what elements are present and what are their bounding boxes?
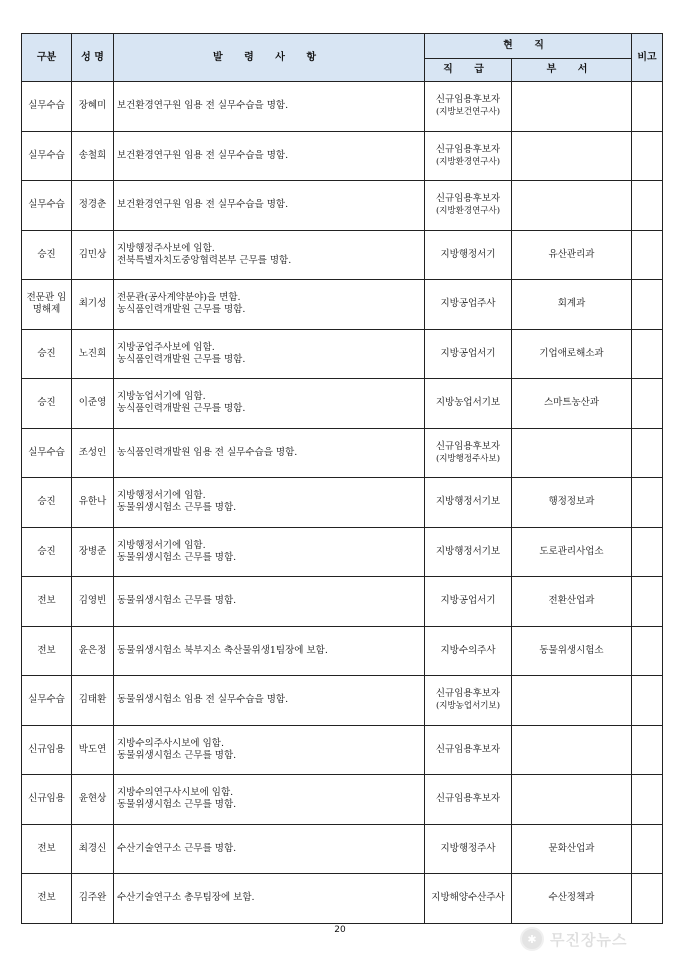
- row-department: 회계과: [512, 280, 632, 330]
- order-line: 보건환경연구원 임용 전 실무수습을 명함.: [117, 149, 289, 161]
- header-remarks: 비고: [632, 34, 663, 82]
- row-name: 유한나: [72, 478, 114, 528]
- row-order: [114, 775, 425, 825]
- row-order: [114, 874, 425, 924]
- order-line: 보건환경연구원 임용 전 실무수습을 명함.: [117, 199, 289, 211]
- order-line: 동물위생시험소 근무를 명함.: [117, 799, 237, 811]
- row-order: [114, 626, 425, 676]
- row-department: [512, 725, 632, 775]
- table-row: [22, 131, 663, 181]
- row-department: 스마트농산과: [512, 379, 632, 429]
- header-position: 직 급: [425, 59, 512, 82]
- table-row: [22, 775, 663, 825]
- row-category: 승진: [22, 478, 72, 528]
- position-grade: 지방공업서기: [440, 347, 496, 359]
- table-row: [22, 379, 663, 429]
- watermark-text: 무진장뉴스: [550, 930, 628, 949]
- order-line: 동물위생시험소 근무를 명함.: [117, 502, 237, 514]
- position-grade: 지방해양수산주사: [431, 892, 505, 904]
- table-row: [22, 874, 663, 924]
- row-name: 이준영: [72, 379, 114, 429]
- row-name: 송철희: [72, 131, 114, 181]
- table-row: [22, 824, 663, 874]
- table-row: [22, 626, 663, 676]
- row-name: 최기성: [72, 280, 114, 330]
- row-category: 승진: [22, 230, 72, 280]
- row-position: [425, 280, 512, 330]
- row-order: [114, 824, 425, 874]
- row-position: [425, 428, 512, 478]
- row-department: [512, 181, 632, 231]
- row-department: 기업애로해소과: [512, 329, 632, 379]
- row-remarks: [632, 676, 663, 726]
- position-detail: (지방농업서기보): [435, 701, 501, 712]
- row-order: [114, 82, 425, 132]
- watermark-logo: [520, 926, 672, 952]
- order-line: 동물위생시험소 근무를 명함.: [117, 749, 237, 761]
- row-category: 전보: [22, 874, 72, 924]
- row-position: [425, 131, 512, 181]
- row-name: 윤은정: [72, 626, 114, 676]
- header-order: 발 령 사 항: [114, 34, 425, 82]
- header-department: 부 서: [512, 59, 632, 82]
- order-line: 농식품인력개발원 근무를 명함.: [117, 403, 246, 415]
- row-category: 신규임용: [22, 725, 72, 775]
- table-row: [22, 82, 663, 132]
- order-line: 동물위생시험소 북부지소 축산물위생1팀장에 보함.: [117, 644, 328, 656]
- position-grade: 지방행정서기: [440, 248, 496, 260]
- row-position: [425, 478, 512, 528]
- position-grade: 지방농업서기보: [435, 397, 501, 409]
- order-line: 수산기술연구소 근무를 명함.: [117, 842, 237, 854]
- row-category: 실무수습: [22, 82, 72, 132]
- row-position: [425, 626, 512, 676]
- row-position: [425, 230, 512, 280]
- row-department: 수산정책과: [512, 874, 632, 924]
- row-position: [425, 379, 512, 429]
- row-category: 전문관 임명해제: [22, 280, 72, 330]
- order-line: 동물위생시험소 근무를 명함.: [117, 595, 237, 607]
- row-order: [114, 131, 425, 181]
- position-grade: 지방수의주사: [440, 644, 496, 656]
- row-name: 김민상: [72, 230, 114, 280]
- position-grade: 신규임용후보자: [435, 688, 501, 700]
- order-line: 농식품인력개발원 임용 전 실무수습을 명함.: [117, 446, 298, 458]
- row-name: 장병준: [72, 527, 114, 577]
- row-order: [114, 676, 425, 726]
- table-row: [22, 577, 663, 627]
- row-category: 실무수습: [22, 131, 72, 181]
- row-order: [114, 577, 425, 627]
- order-line: 지방행정서기에 임함.: [117, 539, 206, 551]
- table-row: [22, 428, 663, 478]
- row-department: [512, 775, 632, 825]
- table-row: [22, 527, 663, 577]
- row-order: [114, 725, 425, 775]
- position-grade: 신규임용후보자: [435, 793, 501, 805]
- row-department: 전환산업과: [512, 577, 632, 627]
- row-department: [512, 428, 632, 478]
- table-body: [22, 82, 663, 924]
- row-remarks: [632, 527, 663, 577]
- news-logo-icon: ✱: [520, 927, 544, 951]
- row-position: [425, 82, 512, 132]
- row-order: [114, 230, 425, 280]
- row-remarks: [632, 379, 663, 429]
- row-department: 유산관리과: [512, 230, 632, 280]
- row-position: [425, 329, 512, 379]
- row-department: [512, 131, 632, 181]
- row-order: [114, 280, 425, 330]
- order-line: 전북특별자치도중앙협력본부 근무를 명함.: [117, 254, 292, 266]
- position-detail: (지방행정주사보): [435, 453, 501, 464]
- table-row: [22, 181, 663, 231]
- row-order: [114, 527, 425, 577]
- row-department: 도로관리사업소: [512, 527, 632, 577]
- row-category: 승진: [22, 329, 72, 379]
- row-remarks: [632, 874, 663, 924]
- table-row: [22, 676, 663, 726]
- order-line: 보건환경연구원 임용 전 실무수습을 명함.: [117, 100, 289, 112]
- table-row: [22, 478, 663, 528]
- row-department: [512, 676, 632, 726]
- table-row: [22, 725, 663, 775]
- row-name: 김주완: [72, 874, 114, 924]
- order-line: 수산기술연구소 총무팀장에 보함.: [117, 892, 255, 904]
- position-detail: (지방환경연구사): [435, 156, 501, 167]
- row-remarks: [632, 329, 663, 379]
- row-remarks: [632, 577, 663, 627]
- row-order: [114, 428, 425, 478]
- row-remarks: [632, 280, 663, 330]
- order-line: 동물위생시험소 근무를 명함.: [117, 551, 237, 563]
- position-grade: 신규임용후보자: [435, 94, 501, 106]
- position-grade: 신규임용후보자: [435, 440, 501, 452]
- row-remarks: [632, 131, 663, 181]
- position-grade: 지방공업주사: [440, 298, 496, 310]
- row-order: [114, 478, 425, 528]
- row-category: 승진: [22, 379, 72, 429]
- row-name: 조성인: [72, 428, 114, 478]
- position-detail: (지방보건연구사): [435, 107, 501, 118]
- row-department: [512, 82, 632, 132]
- position-grade: 지방행정서기보: [435, 545, 501, 557]
- row-position: [425, 577, 512, 627]
- row-order: [114, 329, 425, 379]
- row-name: 박도연: [72, 725, 114, 775]
- order-line: 지방수의연구사시보에 임함.: [117, 787, 234, 799]
- row-name: 정경춘: [72, 181, 114, 231]
- order-line: 지방공업주사보에 임함.: [117, 341, 215, 353]
- row-name: 윤현상: [72, 775, 114, 825]
- table-row: [22, 230, 663, 280]
- row-position: [425, 775, 512, 825]
- row-department: 문화산업과: [512, 824, 632, 874]
- row-category: 실무수습: [22, 181, 72, 231]
- row-category: 전보: [22, 824, 72, 874]
- order-line: 농식품인력개발원 근무를 명함.: [117, 304, 246, 316]
- row-remarks: [632, 775, 663, 825]
- row-name: 장혜미: [72, 82, 114, 132]
- position-grade: 신규임용후보자: [435, 143, 501, 155]
- row-name: 노진희: [72, 329, 114, 379]
- position-detail: (지방환경연구사): [435, 206, 501, 217]
- header-current: 현 직: [425, 34, 632, 59]
- table-row: [22, 329, 663, 379]
- row-position: [425, 181, 512, 231]
- row-name: 김태환: [72, 676, 114, 726]
- row-remarks: [632, 725, 663, 775]
- order-line: 지방농업서기에 임함.: [117, 391, 206, 403]
- order-line: 지방수의주사시보에 임함.: [117, 737, 224, 749]
- row-category: 실무수습: [22, 428, 72, 478]
- order-line: 지방행정서기에 임함.: [117, 490, 206, 502]
- row-department: 동물위생시험소: [512, 626, 632, 676]
- position-grade: 지방행정서기보: [435, 496, 501, 508]
- table-row: [22, 280, 663, 330]
- row-remarks: [632, 824, 663, 874]
- row-category: 승진: [22, 527, 72, 577]
- appointment-table: [21, 33, 663, 924]
- row-position: [425, 527, 512, 577]
- row-category: 전보: [22, 626, 72, 676]
- order-line: 전문관(공사계약분야)을 면함.: [117, 292, 241, 304]
- table-header: [22, 34, 663, 82]
- page-number: 20: [334, 925, 346, 935]
- row-order: [114, 379, 425, 429]
- row-name: 최경신: [72, 824, 114, 874]
- position-grade: 지방행정주사: [440, 842, 496, 854]
- row-position: [425, 824, 512, 874]
- position-grade: 신규임용후보자: [435, 193, 501, 205]
- row-category: 신규임용: [22, 775, 72, 825]
- header-category: 구분: [22, 34, 72, 82]
- row-position: [425, 874, 512, 924]
- row-department: 행정정보과: [512, 478, 632, 528]
- row-remarks: [632, 82, 663, 132]
- row-category: 전보: [22, 577, 72, 627]
- row-remarks: [632, 626, 663, 676]
- header-name: 성 명: [72, 34, 114, 82]
- row-position: [425, 725, 512, 775]
- order-line: 지방행정주사보에 임함.: [117, 242, 215, 254]
- row-remarks: [632, 181, 663, 231]
- row-name: 김영빈: [72, 577, 114, 627]
- row-category: 실무수습: [22, 676, 72, 726]
- row-remarks: [632, 478, 663, 528]
- row-remarks: [632, 230, 663, 280]
- row-order: [114, 181, 425, 231]
- position-grade: 신규임용후보자: [435, 743, 501, 755]
- order-line: 동물위생시험소 임용 전 실무수습을 명함.: [117, 694, 289, 706]
- row-position: [425, 676, 512, 726]
- row-remarks: [632, 428, 663, 478]
- position-grade: 지방공업서기: [440, 595, 496, 607]
- order-line: 농식품인력개발원 근무를 명함.: [117, 353, 246, 365]
